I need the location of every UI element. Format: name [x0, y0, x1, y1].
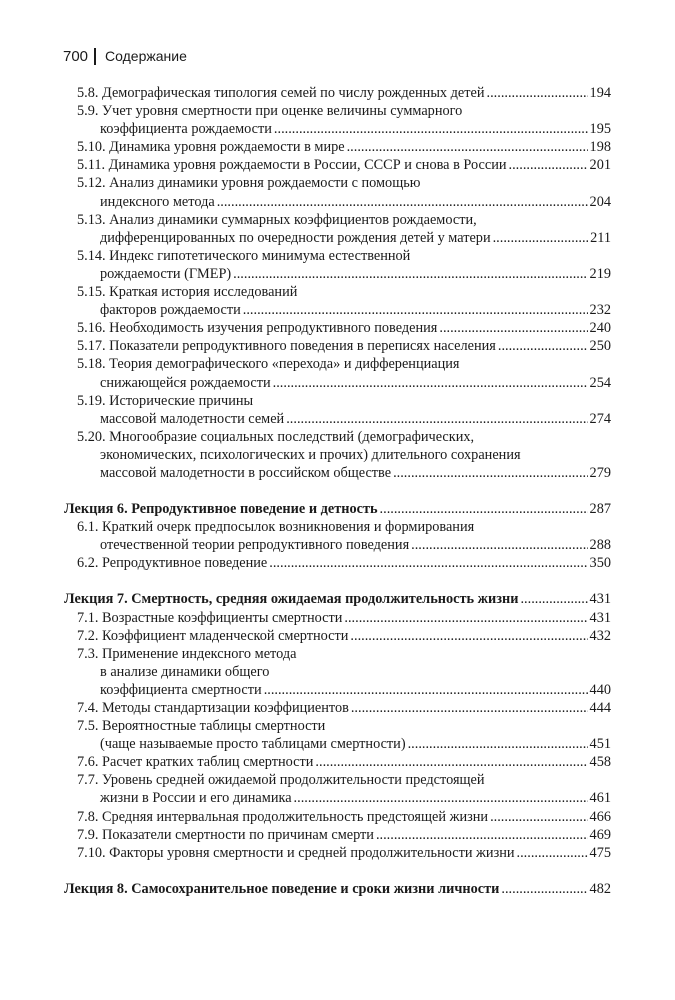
toc-entry: [64, 518, 611, 554]
toc-entry-line: [77, 102, 611, 120]
lecture-heading: [64, 500, 611, 518]
toc-page-number: 466: [589, 808, 611, 825]
toc-entry: [64, 247, 611, 283]
toc-entry-title: массовой малодетности в российском обществе: [100, 464, 392, 481]
toc-entry-title: (чаще называемые просто таблицами смертности): [100, 736, 406, 753]
toc-entry-title: 7.5. Вероятностные таблицы смертности: [77, 718, 326, 735]
dot-leader: [509, 156, 588, 174]
dot-leader: [408, 735, 588, 753]
toc-page-number: 287: [589, 501, 611, 518]
toc-entry-title: 5.20. Многообразие социальных последствий (демографических,: [77, 428, 475, 445]
dot-leader: [315, 753, 587, 771]
toc-entry-line: [77, 844, 611, 862]
toc-entry: [64, 283, 611, 319]
toc-page-number: 432: [589, 627, 611, 644]
toc-entry-line: [77, 518, 611, 536]
toc-entry-title: массовой малодетности семей: [100, 410, 285, 427]
toc-entry-title: 5.17. Показатели репродуктивного поведения в переписях населения: [77, 338, 496, 355]
toc-entry-line: [77, 771, 611, 789]
toc-entry-title: 5.12. Анализ динамики уровня рождаемости с помощью: [77, 175, 421, 192]
dot-leader: [493, 229, 588, 247]
toc-entry-line: [77, 283, 611, 301]
toc-page-number: 250: [589, 338, 611, 355]
toc-entry-title: Лекция 7. Смертность, средняя ожидаемая продолжительность жизни: [64, 591, 519, 608]
running-header: [63, 44, 187, 68]
toc-entry-title: 5.10. Динамика уровня рождаемости в мире: [77, 139, 345, 156]
toc-entry-line: [77, 699, 611, 717]
toc-entry-line: [77, 138, 611, 156]
toc-entry-line: [77, 446, 611, 464]
toc-entry-title: коэффициента рождаемости: [100, 121, 272, 138]
toc-entry: [64, 826, 611, 844]
dot-leader: [243, 301, 588, 319]
toc-page-number: 195: [589, 121, 611, 138]
dot-leader: [498, 337, 588, 355]
dot-leader: [520, 590, 587, 608]
dot-leader: [233, 265, 587, 283]
toc-entry: [64, 771, 611, 807]
toc-entry: [64, 319, 611, 337]
toc-entry-title: Лекция 8. Самосохранительное поведение и сроки жизни личности: [64, 880, 500, 897]
toc-page-number: 431: [589, 609, 611, 626]
toc-entry-title: 5.16. Необходимость изучения репродуктивного поведения: [77, 320, 438, 337]
toc-entry: [64, 609, 611, 627]
toc-entry-line: [77, 337, 611, 355]
dot-leader: [490, 808, 587, 826]
toc-page-number: 461: [589, 790, 611, 807]
toc-entry-title: 6.1. Краткий очерк предпосылок возникновения и формирования: [77, 519, 475, 536]
toc-entry-line: [77, 211, 611, 229]
toc-entry-line: [77, 265, 611, 283]
toc-entry-title: 5.15. Краткая история исследований: [77, 284, 298, 301]
toc-entry-line: [64, 880, 611, 898]
toc-entry-line: [64, 590, 611, 608]
toc-entry: [64, 138, 611, 156]
toc-entry: [64, 211, 611, 247]
toc-page-number: 475: [589, 844, 611, 861]
dot-leader: [269, 554, 587, 572]
toc-entry-line: [77, 410, 611, 428]
toc-entry: [64, 808, 611, 826]
toc-page-number: 469: [589, 826, 611, 843]
toc-entry-title: 5.8. Демографическая типология семей по числу рожденных детей: [77, 85, 485, 101]
toc-entry-title: 7.6. Расчет кратких таблиц смертности: [77, 754, 314, 771]
toc-entry-title: отечественной теории репродуктивного поведения: [100, 537, 410, 554]
toc-entry-title: 7.8. Средняя интервальная продолжительность предстоящей жизни: [77, 808, 489, 825]
toc-entry-line: [77, 301, 611, 319]
toc-page-number: 201: [589, 157, 611, 174]
toc-entry-line: [77, 735, 611, 753]
toc-page-number: 204: [589, 193, 611, 210]
toc-entry: [64, 102, 611, 138]
toc-entry-title: 7.9. Показатели смертности по причинам смерти: [77, 826, 374, 843]
toc-entry: [64, 392, 611, 428]
toc-entry-title: экономических, психологических и прочих) длительного сохранения: [100, 446, 521, 463]
header-divider: [94, 48, 96, 65]
toc-entry-title: 7.1. Возрастные коэффициенты смертности: [77, 609, 343, 626]
toc-entry-title: 5.18. Теория демографического «перехода» и дифференциация: [77, 356, 460, 373]
toc-entry-line: [77, 627, 611, 645]
toc-page-number: 254: [589, 374, 611, 391]
dot-leader: [347, 138, 588, 156]
toc-entry-title: коэффициента смертности: [100, 681, 262, 698]
toc-page-number: 431: [589, 591, 611, 608]
toc-page-number: 458: [589, 754, 611, 771]
toc-entry: [64, 844, 611, 862]
toc-entry: [64, 428, 611, 482]
page-number: 700: [63, 47, 89, 65]
toc-entry-title: 7.2. Коэффициент младенческой смертности: [77, 627, 349, 644]
toc-entry-line: [77, 120, 611, 138]
toc-entry-line: [77, 536, 611, 554]
toc-page-number: 279: [589, 464, 611, 481]
toc-entry-line: [77, 789, 611, 807]
dot-leader: [380, 500, 588, 518]
dot-leader: [393, 464, 587, 482]
toc-entry-title: жизни в России и его динамика: [100, 790, 292, 807]
toc-entry-title: 7.10. Факторы уровня смертности и средней продолжительности жизни: [77, 844, 515, 861]
toc-page-number: 232: [589, 302, 611, 319]
toc-entry-title: 5.19. Исторические причины: [77, 392, 254, 409]
toc-entry-line: [77, 392, 611, 410]
toc-entry-line: [77, 355, 611, 373]
toc-entry-title: снижающейся рождаемости: [100, 374, 271, 391]
toc-entry-line: [77, 156, 611, 174]
toc-entry: [64, 717, 611, 753]
toc-entry-line: [77, 428, 611, 446]
toc-entry-title: 5.11. Динамика уровня рождаемости в России, СССР и снова в России: [77, 157, 507, 174]
lecture-heading: [64, 590, 611, 608]
toc-entry-line: [77, 663, 611, 681]
dot-leader: [501, 880, 587, 898]
toc-entry-title: Лекция 6. Репродуктивное поведение и детность: [64, 501, 378, 518]
toc-entry-title: в анализе динамики общего: [100, 663, 270, 680]
toc-page-number: 482: [589, 880, 611, 897]
toc-entry-title: 6.2. Репродуктивное поведение: [77, 555, 268, 572]
toc-page-number: 440: [589, 681, 611, 698]
toc-entry-line: [77, 193, 611, 211]
toc-entry-line: [77, 229, 611, 247]
toc-page-number: 219: [589, 265, 611, 282]
toc-entry-line: [77, 174, 611, 192]
dot-leader: [411, 536, 587, 554]
toc-entry-title: индексного метода: [100, 193, 215, 210]
dot-leader: [273, 374, 588, 392]
dot-leader: [286, 410, 587, 428]
toc-entry: [64, 699, 611, 717]
toc-entry-line: [77, 319, 611, 337]
toc-entry-line: [77, 374, 611, 392]
toc-entry: [64, 753, 611, 771]
section-spacer: [64, 862, 611, 880]
dot-leader: [376, 826, 588, 844]
toc-entry-line: [64, 500, 611, 518]
toc-entry-title: 7.3. Применение индексного метода: [77, 645, 297, 662]
toc-entry: [64, 156, 611, 174]
toc-entry: [64, 84, 611, 102]
toc-entry-title: рождаемости (ГМЕР): [100, 265, 232, 282]
toc-entry: [64, 627, 611, 645]
toc-page-number: 211: [590, 229, 611, 246]
toc-entry: [64, 337, 611, 355]
section-spacer: [64, 572, 611, 590]
toc-entry-line: [77, 464, 611, 482]
toc-entry-title: 7.4. Методы стандартизации коэффициентов: [77, 700, 349, 716]
toc-page-number: 451: [589, 736, 611, 753]
toc-page-number: 198: [589, 139, 611, 156]
dot-leader: [294, 789, 588, 807]
toc-entry-line: [77, 247, 611, 265]
toc-entry-title: 5.13. Анализ динамики суммарных коэффициентов рождаемости,: [77, 211, 477, 228]
toc-entry-line: [77, 808, 611, 826]
toc-page-number: 240: [589, 320, 611, 337]
section-title: Содержание: [105, 48, 187, 64]
toc-entry: [64, 174, 611, 210]
section-spacer: [64, 482, 611, 500]
toc-entry-title: 5.9. Учет уровня смертности при оценке величины суммарного: [77, 103, 463, 120]
toc-entry-line: [77, 645, 611, 663]
toc-page-number: 350: [589, 555, 611, 572]
toc-entry-line: [77, 681, 611, 699]
dot-leader: [439, 319, 587, 337]
dot-leader: [517, 844, 588, 862]
toc-entry-title: дифференцированных по очередности рождения детей у матери: [100, 229, 491, 246]
dot-leader: [351, 699, 588, 717]
toc-entry: [64, 645, 611, 699]
dot-leader: [487, 84, 588, 102]
toc-page-number: 444: [589, 700, 611, 716]
dot-leader: [217, 193, 588, 211]
toc-entry-line: [77, 717, 611, 735]
toc-entry-line: [77, 609, 611, 627]
toc-page-number: 194: [589, 85, 611, 101]
toc-page-number: 288: [589, 537, 611, 554]
toc-entry-line: [77, 753, 611, 771]
dot-leader: [344, 609, 587, 627]
toc-page-number: 274: [589, 410, 611, 427]
toc-entry-line: [77, 84, 611, 102]
dot-leader: [274, 120, 588, 138]
toc-entry-title: 5.14. Индекс гипотетического минимума естественной: [77, 247, 411, 264]
toc-entry-title: 7.7. Уровень средней ожидаемой продолжительности предстоящей: [77, 772, 485, 789]
table-of-contents: [64, 84, 611, 898]
toc-entry-title: факторов рождаемости: [100, 302, 241, 319]
toc-entry: [64, 355, 611, 391]
dot-leader: [264, 681, 588, 699]
dot-leader: [350, 627, 587, 645]
toc-entry-line: [77, 826, 611, 844]
toc-entry-line: [77, 554, 611, 572]
toc-entry: [64, 554, 611, 572]
lecture-heading: [64, 880, 611, 898]
